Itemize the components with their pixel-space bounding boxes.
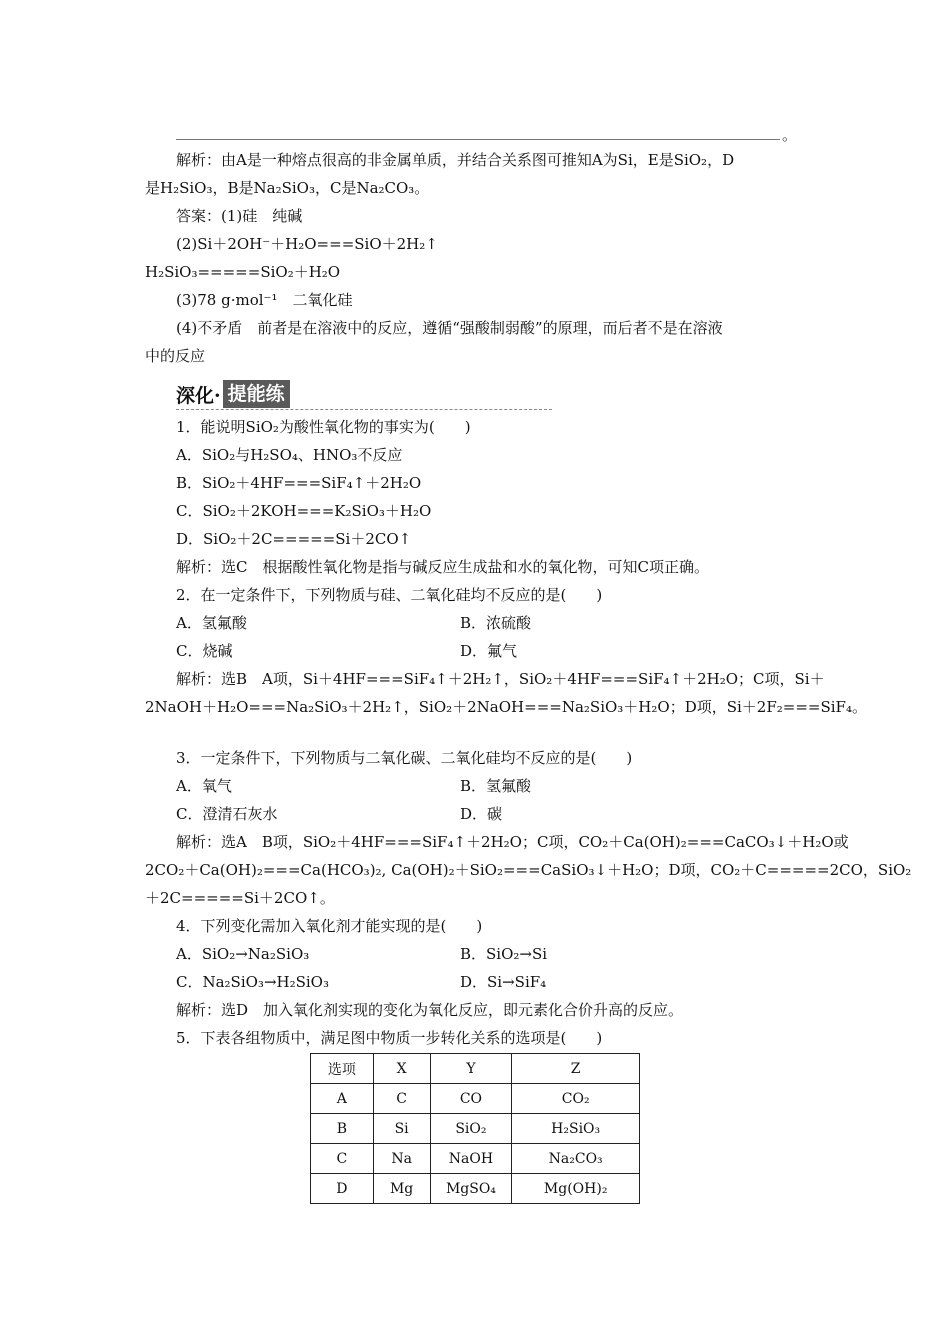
q2-option-c: C．烧碱 (176, 642, 233, 660)
blank-end-mark: 。 (782, 126, 798, 144)
q3-option-b: B．氢氟酸 (460, 777, 532, 795)
table-cell: H₂SiO₃ (512, 1114, 640, 1144)
table-row (311, 1144, 640, 1174)
table-header-cell: X (373, 1054, 430, 1084)
q3-analysis-line3: ＋2C=====Si＋2CO↑。 (145, 889, 335, 907)
q2-analysis-line1: 解析：选B A项，Si＋4HF===SiF₄↑＋2H₂↑，SiO₂＋4HF===SiF₄↑＋2H₂O；C项，Si＋ (176, 670, 825, 688)
answer-2: (2)Si＋2OH⁻＋H₂O===SiO＋2H₂↑ (176, 235, 438, 253)
table-header-row (311, 1054, 640, 1084)
q3-analysis-line1: 解析：选A B项，SiO₂＋4HF===SiF₄↑＋2H₂O；C项，CO₂＋Ca(OH)₂===CaCO₃↓＋H₂O或 (176, 833, 849, 851)
table-cell: B (311, 1114, 374, 1144)
table-cell: C (311, 1144, 374, 1174)
table-row (311, 1114, 640, 1144)
q1-option-a: A．SiO₂与H₂SO₄、HNO₃不反应 (176, 446, 403, 464)
q3-stem: 3．一定条件下，下列物质与二氧化碳、二氧化硅均不反应的是( ) (176, 749, 633, 767)
table-header-cell: Z (512, 1054, 640, 1084)
answer-blank-line (176, 139, 780, 140)
section-banner (176, 380, 290, 408)
table-header-cell: 选项 (311, 1054, 374, 1084)
table-cell: Si (373, 1114, 430, 1144)
answer-3: (3)78 g·mol⁻¹ 二氧化硅 (176, 291, 353, 309)
table-cell: Na₂CO₃ (512, 1144, 640, 1174)
q4-stem: 4．下列变化需加入氧化剂才能实现的是( ) (176, 917, 483, 935)
q2-option-a: A．氢氟酸 (176, 614, 247, 632)
table-header-cell: Y (430, 1054, 512, 1084)
answer-2-equation: H₂SiO₃=====SiO₂＋H₂O (145, 263, 341, 281)
table-cell: Na (373, 1144, 430, 1174)
table-cell: A (311, 1084, 374, 1114)
q1-stem: 1．能说明SiO₂为酸性氧化物的事实为( ) (176, 418, 471, 436)
analysis-intro-line2: 是H₂SiO₃，B是Na₂SiO₃，C是Na₂CO₃。 (145, 179, 430, 197)
section-divider (176, 409, 552, 410)
q2-stem: 2．在一定条件下，下列物质与硅、二氧化硅均不反应的是( ) (176, 586, 603, 604)
q3-analysis-line2: 2CO₂＋Ca(OH)₂===Ca(HCO₃)₂, Ca(OH)₂＋SiO₂===CaSiO₃↓＋H₂O；D项，CO₂＋C=====2CO，SiO₂ (145, 861, 912, 879)
table-row (311, 1174, 640, 1204)
section-title-prefix: 深化· (176, 384, 221, 407)
q2-analysis-line2: 2NaOH＋H₂O===Na₂SiO₃＋2H₂↑，SiO₂＋2NaOH===Na₂SiO₃＋H₂O；D项，Si＋2F₂===SiF₄。 (145, 698, 867, 716)
q3-option-d: D．碳 (460, 805, 503, 823)
table-row (311, 1084, 640, 1114)
table-cell: D (311, 1174, 374, 1204)
q4-option-b: B．SiO₂→Si (460, 945, 548, 963)
q2-option-b: B．浓硫酸 (460, 614, 532, 632)
table-cell: CO (430, 1084, 512, 1114)
q1-option-b: B．SiO₂＋4HF===SiF₄↑＋2H₂O (176, 474, 422, 492)
q1-option-d: D．SiO₂＋2C=====Si＋2CO↑ (176, 530, 412, 548)
table-cell: Mg(OH)₂ (512, 1174, 640, 1204)
q3-option-c: C．澄清石灰水 (176, 805, 278, 823)
q4-option-c: C．Na₂SiO₃→H₂SiO₃ (176, 973, 329, 991)
q4-option-d: D．Si→SiF₄ (460, 973, 547, 991)
q1-analysis: 解析：选C 根据酸性氧化物是指与碱反应生成盐和水的氧化物，可知C项正确。 (176, 558, 709, 576)
q5-stem: 5．下表各组物质中，满足图中物质一步转化关系的选项是( ) (176, 1029, 603, 1047)
table-cell: CO₂ (512, 1084, 640, 1114)
table-cell: C (373, 1084, 430, 1114)
q4-option-a: A．SiO₂→Na₂SiO₃ (176, 945, 310, 963)
section-title-label: 提能练 (223, 380, 290, 408)
answer-4-line2: 中的反应 (145, 347, 206, 365)
q4-analysis: 解析：选D 加入氧化剂实现的变化为氧化反应，即元素化合价升高的反应。 (176, 1001, 684, 1019)
q2-option-d: D．氟气 (460, 642, 518, 660)
q5-options-table (310, 1053, 640, 1204)
q3-option-a: A．氧气 (176, 777, 232, 795)
answer-4-line1: (4)不矛盾 前者是在溶液中的反应，遵循“强酸制弱酸”的原理，而后者不是在溶液 (176, 319, 723, 337)
table-cell: MgSO₄ (430, 1174, 512, 1204)
answer-1: 答案：(1)硅 纯碱 (176, 207, 303, 225)
q1-option-c: C．SiO₂＋2KOH===K₂SiO₃＋H₂O (176, 502, 432, 520)
table-cell: NaOH (430, 1144, 512, 1174)
analysis-intro-line1: 解析：由A是一种熔点很高的非金属单质，并结合关系图可推知A为Si，E是SiO₂，D (176, 151, 735, 169)
table-cell: SiO₂ (430, 1114, 512, 1144)
table-cell: Mg (373, 1174, 430, 1204)
